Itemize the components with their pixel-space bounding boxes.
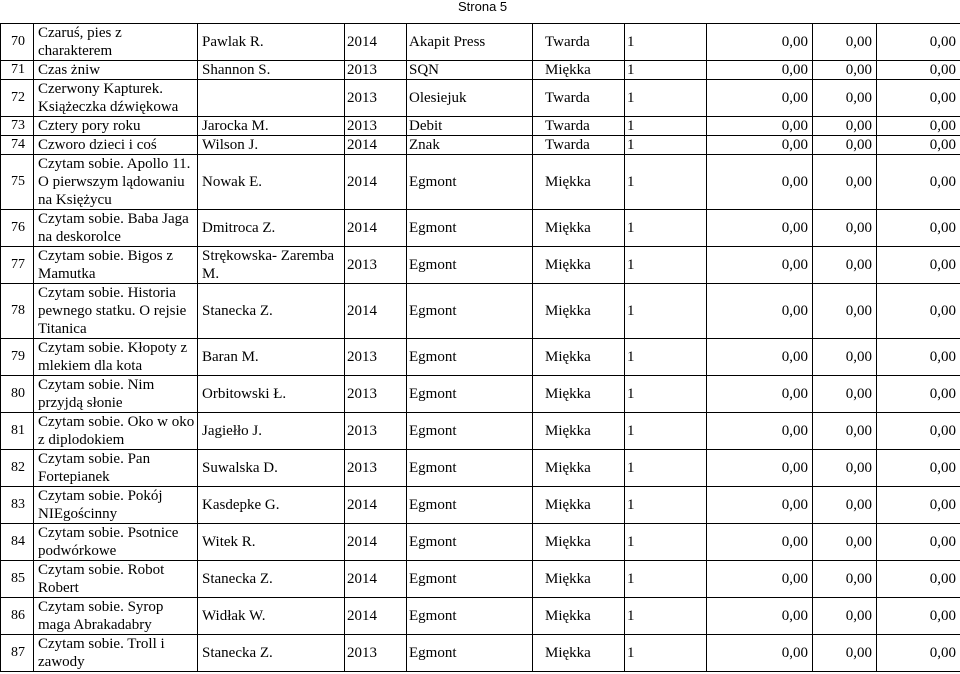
row-number-cell: 70 (1, 24, 34, 61)
year-cell: 2013 (345, 117, 407, 136)
author-cell: Shannon S. (198, 61, 345, 80)
value-3-cell: 0,00 (877, 635, 960, 672)
cover-type-cell: Twarda (533, 117, 625, 136)
year-cell: 2014 (345, 284, 407, 339)
value-3-cell: 0,00 (877, 80, 960, 117)
year-cell: 2013 (345, 247, 407, 284)
table-row (1, 61, 960, 80)
value-2-cell: 0,00 (813, 284, 877, 339)
book-title-cell: Czytam sobie. Pan Fortepianek (34, 450, 198, 487)
cover-type-cell: Twarda (533, 24, 625, 61)
book-title-cell: Czytam sobie. Nim przyjdą słonie (34, 376, 198, 413)
cover-type-cell: Miękka (533, 210, 625, 247)
quantity-cell: 1 (625, 24, 707, 61)
publisher-cell: Olesiejuk (407, 80, 533, 117)
value-2-cell: 0,00 (813, 210, 877, 247)
year-cell: 2013 (345, 61, 407, 80)
table-row (1, 210, 960, 247)
row-number-cell: 73 (1, 117, 34, 136)
author-cell: Stanecka Z. (198, 561, 345, 598)
row-number-cell: 82 (1, 450, 34, 487)
quantity-cell: 1 (625, 339, 707, 376)
row-number-cell: 79 (1, 339, 34, 376)
value-2-cell: 0,00 (813, 598, 877, 635)
table-row (1, 117, 960, 136)
value-3-cell: 0,00 (877, 524, 960, 561)
value-3-cell: 0,00 (877, 376, 960, 413)
value-2-cell: 0,00 (813, 450, 877, 487)
cover-type-cell: Miękka (533, 339, 625, 376)
publisher-cell: Egmont (407, 413, 533, 450)
publisher-cell: Akapit Press (407, 24, 533, 61)
value-3-cell: 0,00 (877, 450, 960, 487)
row-number-cell: 74 (1, 136, 34, 155)
year-cell: 2014 (345, 524, 407, 561)
table-row (1, 24, 960, 61)
table-row (1, 339, 960, 376)
table-row (1, 155, 960, 210)
book-title-cell: Czytam sobie. Psotnice podwórkowe (34, 524, 198, 561)
year-cell: 2014 (345, 155, 407, 210)
author-cell (198, 80, 345, 117)
author-cell: Suwalska D. (198, 450, 345, 487)
value-2-cell: 0,00 (813, 247, 877, 284)
table-row (1, 136, 960, 155)
value-3-cell: 0,00 (877, 117, 960, 136)
book-title-cell: Czytam sobie. Robot Robert (34, 561, 198, 598)
cover-type-cell: Miękka (533, 450, 625, 487)
value-3-cell: 0,00 (877, 487, 960, 524)
publisher-cell: Egmont (407, 247, 533, 284)
value-1-cell: 0,00 (707, 598, 813, 635)
cover-type-cell: Miękka (533, 487, 625, 524)
publisher-cell: Egmont (407, 487, 533, 524)
publisher-cell: Egmont (407, 450, 533, 487)
year-cell: 2013 (345, 80, 407, 117)
book-title-cell: Czytam sobie. Baba Jaga na deskorolce (34, 210, 198, 247)
quantity-cell: 1 (625, 561, 707, 598)
quantity-cell: 1 (625, 155, 707, 210)
year-cell: 2013 (345, 635, 407, 672)
year-cell: 2014 (345, 598, 407, 635)
book-title-cell: Czas żniw (34, 61, 198, 80)
value-1-cell: 0,00 (707, 450, 813, 487)
row-number-cell: 86 (1, 598, 34, 635)
value-3-cell: 0,00 (877, 247, 960, 284)
value-2-cell: 0,00 (813, 524, 877, 561)
quantity-cell: 1 (625, 598, 707, 635)
author-cell: Stanecka Z. (198, 284, 345, 339)
publisher-cell: Egmont (407, 561, 533, 598)
quantity-cell: 1 (625, 413, 707, 450)
book-title-cell: Czytam sobie. Apollo 11. O pierwszym lądowaniu na Księżycu (34, 155, 198, 210)
quantity-cell: 1 (625, 117, 707, 136)
book-title-cell: Czytam sobie. Syrop maga Abrakadabry (34, 598, 198, 635)
quantity-cell: 1 (625, 376, 707, 413)
quantity-cell: 1 (625, 284, 707, 339)
table-row (1, 413, 960, 450)
publisher-cell: Egmont (407, 155, 533, 210)
value-3-cell: 0,00 (877, 284, 960, 339)
value-2-cell: 0,00 (813, 339, 877, 376)
book-title-cell: Czytam sobie. Historia pewnego statku. O rejsie Titanica (34, 284, 198, 339)
value-1-cell: 0,00 (707, 61, 813, 80)
table-row (1, 524, 960, 561)
row-number-cell: 84 (1, 524, 34, 561)
table-row (1, 376, 960, 413)
cover-type-cell: Miękka (533, 598, 625, 635)
value-1-cell: 0,00 (707, 247, 813, 284)
value-2-cell: 0,00 (813, 117, 877, 136)
value-3-cell: 0,00 (877, 24, 960, 61)
value-2-cell: 0,00 (813, 136, 877, 155)
cover-type-cell: Miękka (533, 561, 625, 598)
year-cell: 2013 (345, 450, 407, 487)
table-body (1, 24, 960, 672)
cover-type-cell: Miękka (533, 247, 625, 284)
value-1-cell: 0,00 (707, 117, 813, 136)
table-row (1, 635, 960, 672)
year-cell: 2013 (345, 339, 407, 376)
book-title-cell: Czaruś, pies z charakterem (34, 24, 198, 61)
row-number-cell: 78 (1, 284, 34, 339)
value-1-cell: 0,00 (707, 284, 813, 339)
row-number-cell: 80 (1, 376, 34, 413)
table-row (1, 598, 960, 635)
author-cell: Nowak E. (198, 155, 345, 210)
value-2-cell: 0,00 (813, 487, 877, 524)
value-3-cell: 0,00 (877, 210, 960, 247)
value-3-cell: 0,00 (877, 155, 960, 210)
cover-type-cell: Miękka (533, 376, 625, 413)
author-cell: Jagiełło J. (198, 413, 345, 450)
year-cell: 2013 (345, 413, 407, 450)
year-cell: 2014 (345, 210, 407, 247)
author-cell: Widłak W. (198, 598, 345, 635)
cover-type-cell: Miękka (533, 155, 625, 210)
quantity-cell: 1 (625, 450, 707, 487)
cover-type-cell: Miękka (533, 524, 625, 561)
value-1-cell: 0,00 (707, 561, 813, 598)
publisher-cell: SQN (407, 61, 533, 80)
value-3-cell: 0,00 (877, 61, 960, 80)
author-cell: Witek R. (198, 524, 345, 561)
book-title-cell: Czytam sobie. Pokój NIEgościnny (34, 487, 198, 524)
row-number-cell: 76 (1, 210, 34, 247)
value-1-cell: 0,00 (707, 413, 813, 450)
row-number-cell: 71 (1, 61, 34, 80)
table-row (1, 450, 960, 487)
value-3-cell: 0,00 (877, 413, 960, 450)
cover-type-cell: Miękka (533, 61, 625, 80)
value-1-cell: 0,00 (707, 339, 813, 376)
author-cell: Strękowska- Zaremba M. (198, 247, 345, 284)
author-cell: Jarocka M. (198, 117, 345, 136)
value-3-cell: 0,00 (877, 598, 960, 635)
table-row (1, 561, 960, 598)
quantity-cell: 1 (625, 80, 707, 117)
value-1-cell: 0,00 (707, 24, 813, 61)
value-3-cell: 0,00 (877, 136, 960, 155)
cover-type-cell: Miękka (533, 635, 625, 672)
row-number-cell: 85 (1, 561, 34, 598)
cover-type-cell: Miękka (533, 413, 625, 450)
row-number-cell: 87 (1, 635, 34, 672)
quantity-cell: 1 (625, 635, 707, 672)
year-cell: 2014 (345, 24, 407, 61)
value-2-cell: 0,00 (813, 24, 877, 61)
value-1-cell: 0,00 (707, 376, 813, 413)
publisher-cell: Egmont (407, 524, 533, 561)
cover-type-cell: Twarda (533, 136, 625, 155)
row-number-cell: 77 (1, 247, 34, 284)
value-1-cell: 0,00 (707, 635, 813, 672)
quantity-cell: 1 (625, 487, 707, 524)
publisher-cell: Egmont (407, 635, 533, 672)
year-cell: 2014 (345, 487, 407, 524)
year-cell: 2014 (345, 561, 407, 598)
row-number-cell: 83 (1, 487, 34, 524)
value-1-cell: 0,00 (707, 155, 813, 210)
book-title-cell: Czytam sobie. Kłopoty z mlekiem dla kota (34, 339, 198, 376)
table-row (1, 247, 960, 284)
year-cell: 2013 (345, 376, 407, 413)
cover-type-cell: Miękka (533, 284, 625, 339)
row-number-cell: 75 (1, 155, 34, 210)
value-1-cell: 0,00 (707, 487, 813, 524)
publisher-cell: Egmont (407, 598, 533, 635)
author-cell: Kasdepke G. (198, 487, 345, 524)
book-title-cell: Czerwony Kapturek. Książeczka dźwiękowa (34, 80, 198, 117)
author-cell: Baran M. (198, 339, 345, 376)
author-cell: Orbitowski Ł. (198, 376, 345, 413)
publisher-cell: Egmont (407, 376, 533, 413)
value-2-cell: 0,00 (813, 80, 877, 117)
book-title-cell: Czworo dzieci i coś (34, 136, 198, 155)
value-2-cell: 0,00 (813, 155, 877, 210)
quantity-cell: 1 (625, 524, 707, 561)
author-cell: Wilson J. (198, 136, 345, 155)
page-number-label: Strona 5 (458, 0, 508, 14)
value-1-cell: 0,00 (707, 136, 813, 155)
row-number-cell: 72 (1, 80, 34, 117)
quantity-cell: 1 (625, 210, 707, 247)
value-1-cell: 0,00 (707, 210, 813, 247)
cover-type-cell: Twarda (533, 80, 625, 117)
publisher-cell: Egmont (407, 210, 533, 247)
quantity-cell: 1 (625, 247, 707, 284)
table-row (1, 284, 960, 339)
value-3-cell: 0,00 (877, 339, 960, 376)
quantity-cell: 1 (625, 61, 707, 80)
value-2-cell: 0,00 (813, 376, 877, 413)
book-title-cell: Czytam sobie. Bigos z Mamutka (34, 247, 198, 284)
value-3-cell: 0,00 (877, 561, 960, 598)
publisher-cell: Znak (407, 136, 533, 155)
book-title-cell: Czytam sobie. Troll i zawody (34, 635, 198, 672)
value-1-cell: 0,00 (707, 80, 813, 117)
value-1-cell: 0,00 (707, 524, 813, 561)
row-number-cell: 81 (1, 413, 34, 450)
publisher-cell: Egmont (407, 339, 533, 376)
inventory-table (0, 23, 960, 672)
value-2-cell: 0,00 (813, 413, 877, 450)
value-2-cell: 0,00 (813, 635, 877, 672)
table-row (1, 487, 960, 524)
publisher-cell: Egmont (407, 284, 533, 339)
author-cell: Pawlak R. (198, 24, 345, 61)
year-cell: 2014 (345, 136, 407, 155)
book-title-cell: Cztery pory roku (34, 117, 198, 136)
value-2-cell: 0,00 (813, 61, 877, 80)
author-cell: Stanecka Z. (198, 635, 345, 672)
quantity-cell: 1 (625, 136, 707, 155)
table-row (1, 80, 960, 117)
author-cell: Dmitroca Z. (198, 210, 345, 247)
value-2-cell: 0,00 (813, 561, 877, 598)
publisher-cell: Debit (407, 117, 533, 136)
book-title-cell: Czytam sobie. Oko w oko z diplodokiem (34, 413, 198, 450)
